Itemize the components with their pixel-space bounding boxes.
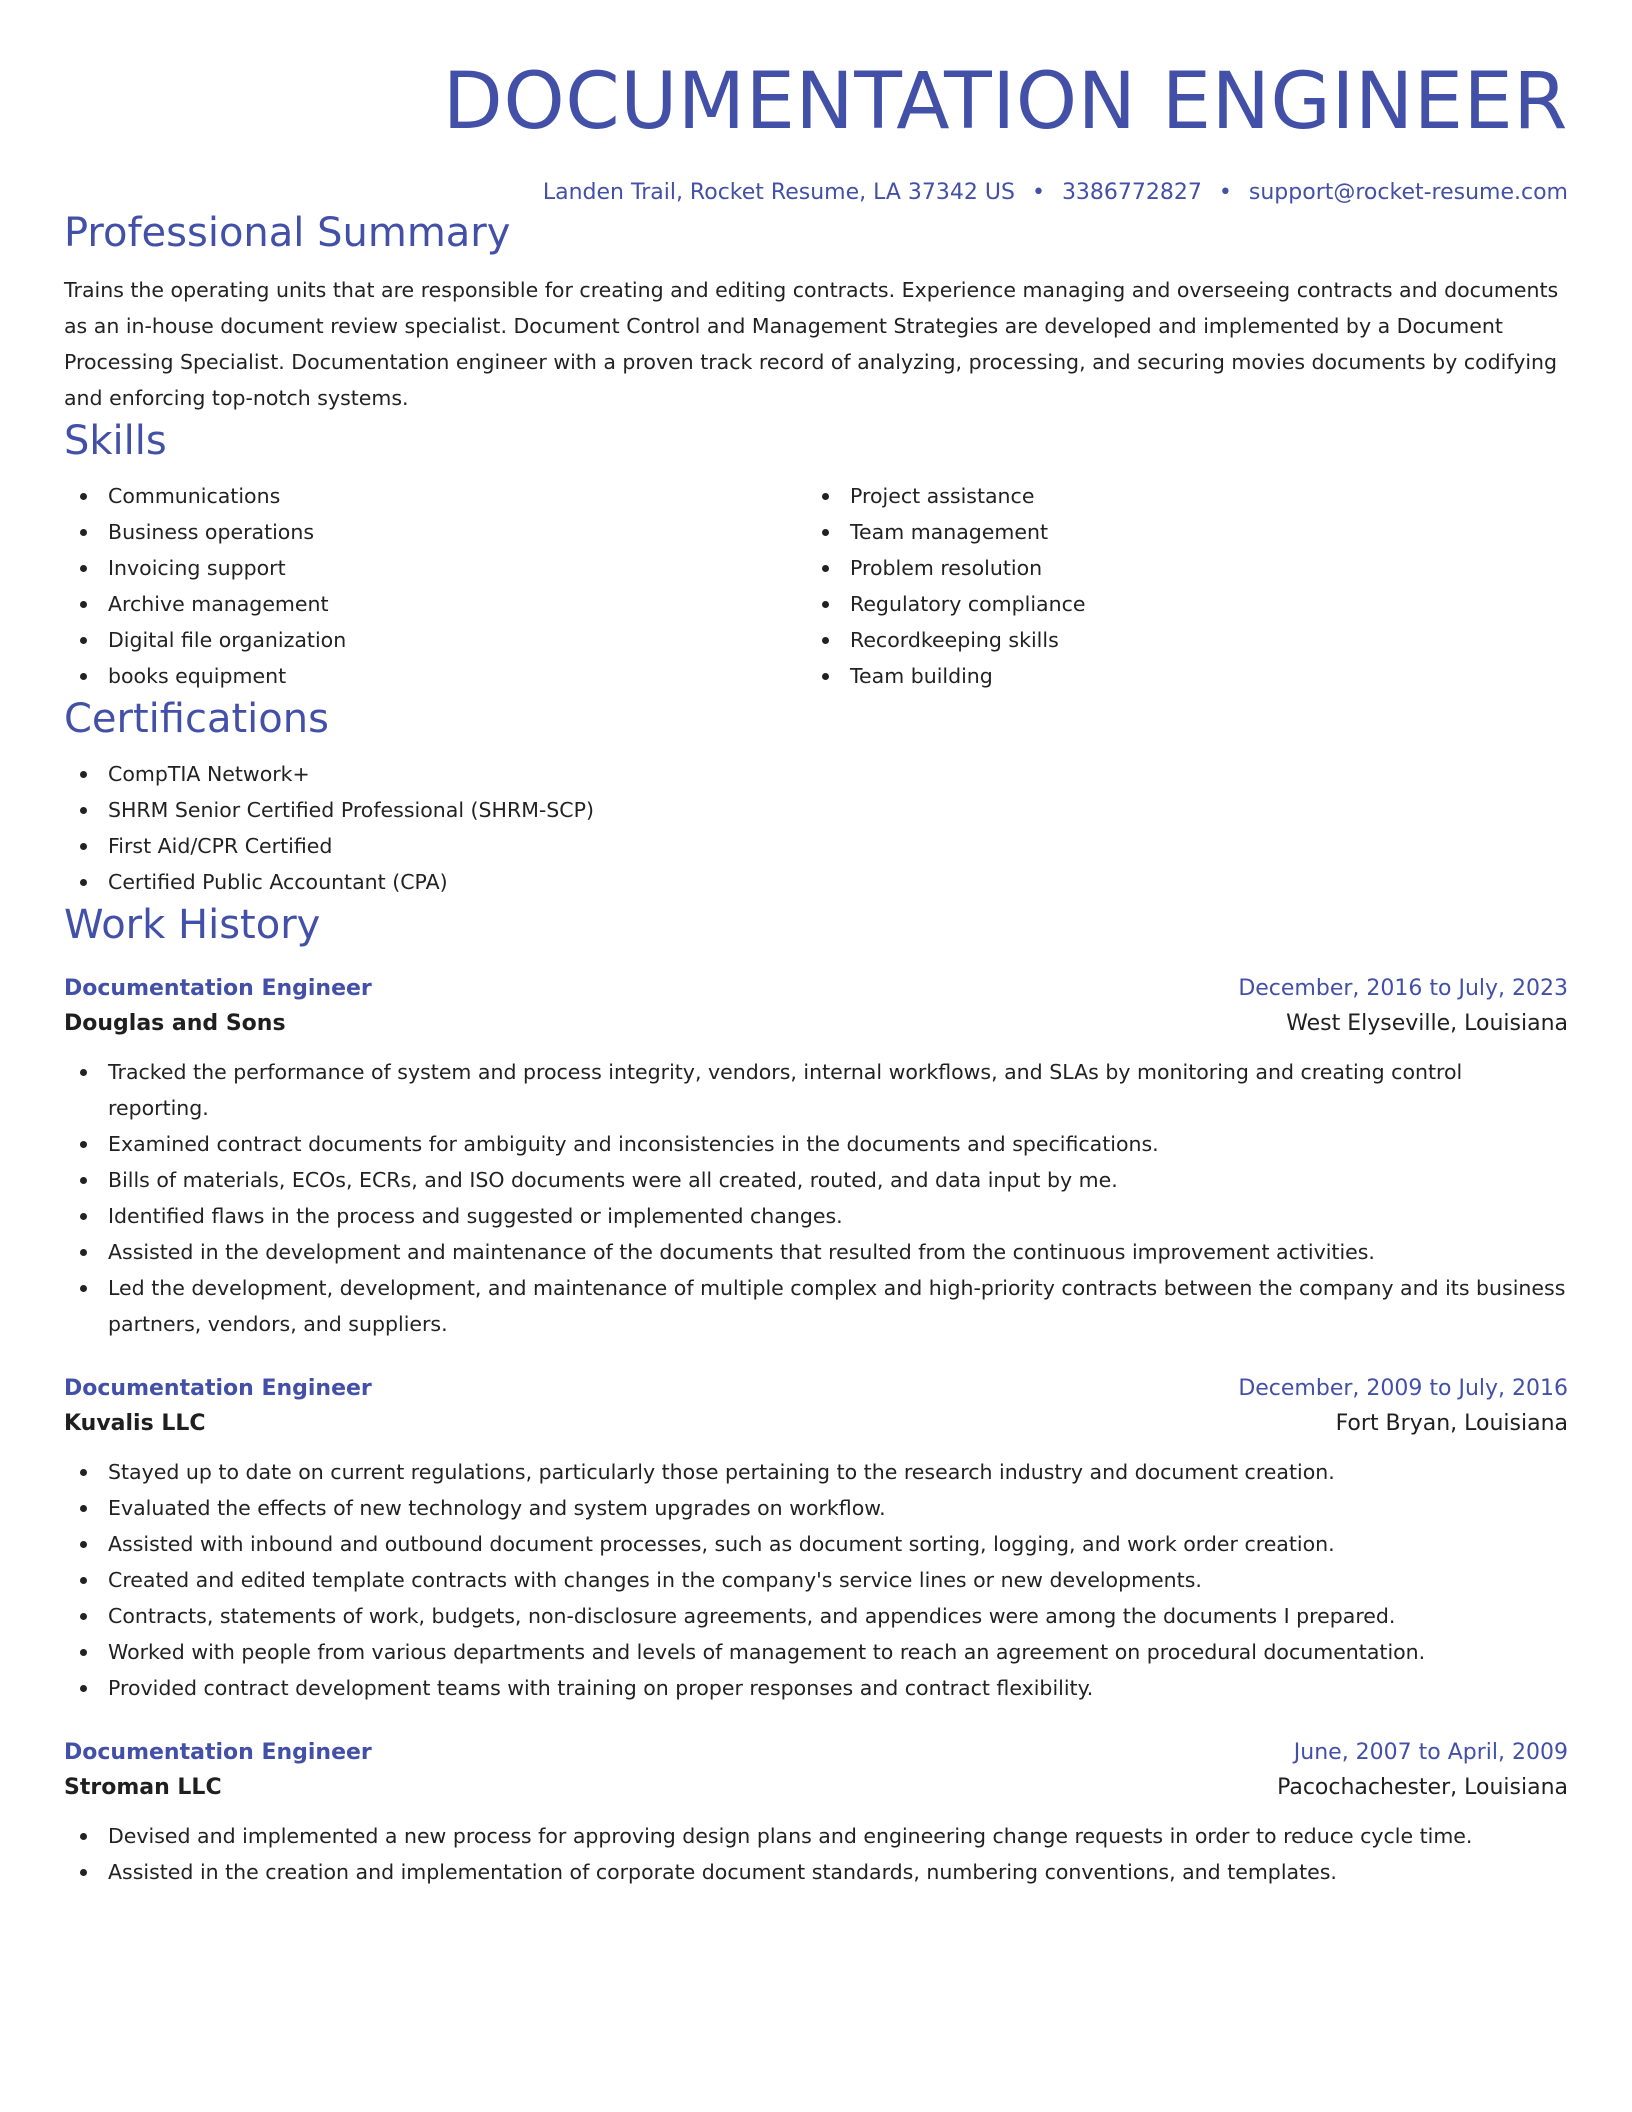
certification-item: Certified Public Accountant (CPA) [64,864,1568,900]
resume-name: DOCUMENTATION ENGINEER [442,57,1568,147]
job-company-row [64,1770,1568,1806]
job-entry [64,1372,1568,1706]
resume-header [64,0,1568,208]
job-header-row [64,1736,1568,1770]
summary-heading: Professional Summary [64,210,511,256]
skills-list-left [64,478,806,694]
job-dates: December, 2009 to July, 2016 [1238,1376,1568,1401]
job-bullet: Provided contract development teams with training on proper responses and contract flexibility. [64,1670,1568,1706]
job-bullet-list [64,1054,1568,1342]
job-bullet: Worked with people from various departments and levels of management to reach an agreement on procedural documentation. [64,1634,1568,1670]
skill-item: Business operations [64,514,806,550]
resume-page [64,0,1568,1890]
job-bullet: Created and edited template contracts with changes in the company's service lines or new developments. [64,1562,1568,1598]
contact-phone[interactable]: 3386772827 [1061,180,1202,205]
summary-text: Trains the operating units that are responsible for creating and editing contracts. Experience managing and overseeing contracts and documents as an in-house document review specialist. Document Control and Management Strategies are developed and implemented by a Document Processing Specialist. Documentation engineer with a proven track record of analyzing, processing, and securing movies documents by codifying and enforcing top-notch systems. [64,278,1559,410]
job-company: Stroman LLC [64,1775,222,1800]
certification-item: SHRM Senior Certified Professional (SHRM-SCP) [64,792,1568,828]
skill-item: Invoicing support [64,550,806,586]
job-location: Pacochachester, Louisiana [1277,1775,1568,1800]
job-title: Documentation Engineer [64,1740,372,1765]
job-company-row [64,1406,1568,1442]
contact-address: Landen Trail, Rocket Resume, LA 37342 US [542,180,1015,205]
job-bullet: Identified flaws in the process and suggested or implemented changes. [64,1198,1568,1234]
job-header-row [64,972,1568,1006]
contact-line [64,178,1568,208]
contact-separator: • [1218,180,1232,205]
skill-item: Project assistance [806,478,1548,514]
job-company: Douglas and Sons [64,1011,286,1036]
job-location: Fort Bryan, Louisiana [1335,1411,1568,1436]
job-entry [64,1736,1568,1890]
job-title: Documentation Engineer [64,1376,372,1401]
job-header-row [64,1372,1568,1406]
skill-item: books equipment [64,658,806,694]
job-bullet: Contracts, statements of work, budgets, non-disclosure agreements, and appendices were among the documents I prepared. [64,1598,1568,1634]
job-dates: June, 2007 to April, 2009 [1293,1740,1568,1765]
skill-item: Problem resolution [806,550,1548,586]
job-bullet: Tracked the performance of system and process integrity, vendors, internal workflows, and SLAs by monitoring and creating control reporting. [64,1054,1568,1126]
job-title: Documentation Engineer [64,976,372,1001]
skills-grid [64,478,1568,694]
job-bullet: Assisted in the development and maintenance of the documents that resulted from the continuous improvement activities. [64,1234,1568,1270]
job-bullet: Led the development, development, and maintenance of multiple complex and high-priority contracts between the company and its business partners, vendors, and suppliers. [64,1270,1568,1342]
job-bullet: Assisted with inbound and outbound document processes, such as document sorting, logging, and work order creation. [64,1526,1568,1562]
skill-item: Archive management [64,586,806,622]
job-bullet: Bills of materials, ECOs, ECRs, and ISO documents were all created, routed, and data input by me. [64,1162,1568,1198]
skill-item: Digital file organization [64,622,806,658]
job-bullet: Devised and implemented a new process for approving design plans and engineering change requests in order to reduce cycle time. [64,1818,1568,1854]
certification-item: First Aid/CPR Certified [64,828,1568,864]
skill-item: Team building [806,658,1548,694]
contact-email[interactable]: support@rocket-resume.com [1248,180,1568,205]
job-company-row [64,1006,1568,1042]
job-bullet: Evaluated the effects of new technology and system upgrades on workflow. [64,1490,1568,1526]
skills-heading: Skills [64,418,167,464]
job-bullet: Examined contract documents for ambiguity and inconsistencies in the documents and specifications. [64,1126,1568,1162]
skill-item: Recordkeeping skills [806,622,1548,658]
certifications-heading: Certifications [64,696,329,742]
job-bullet: Stayed up to date on current regulations, particularly those pertaining to the research industry and document creation. [64,1454,1568,1490]
job-entry [64,972,1568,1342]
job-company: Kuvalis LLC [64,1411,206,1436]
skills-list-right [806,478,1548,694]
job-bullet: Assisted in the creation and implementation of corporate document standards, numbering conventions, and templates. [64,1854,1568,1890]
contact-separator: • [1031,180,1045,205]
skill-item: Regulatory compliance [806,586,1548,622]
job-dates: December, 2016 to July, 2023 [1238,976,1568,1001]
skill-item: Team management [806,514,1548,550]
job-location: West Elyseville, Louisiana [1286,1011,1568,1036]
certifications-list [64,756,1568,900]
work-history-heading: Work History [64,902,321,948]
skill-item: Communications [64,478,806,514]
job-bullet-list [64,1454,1568,1706]
job-bullet-list [64,1818,1568,1890]
certification-item: CompTIA Network+ [64,756,1568,792]
